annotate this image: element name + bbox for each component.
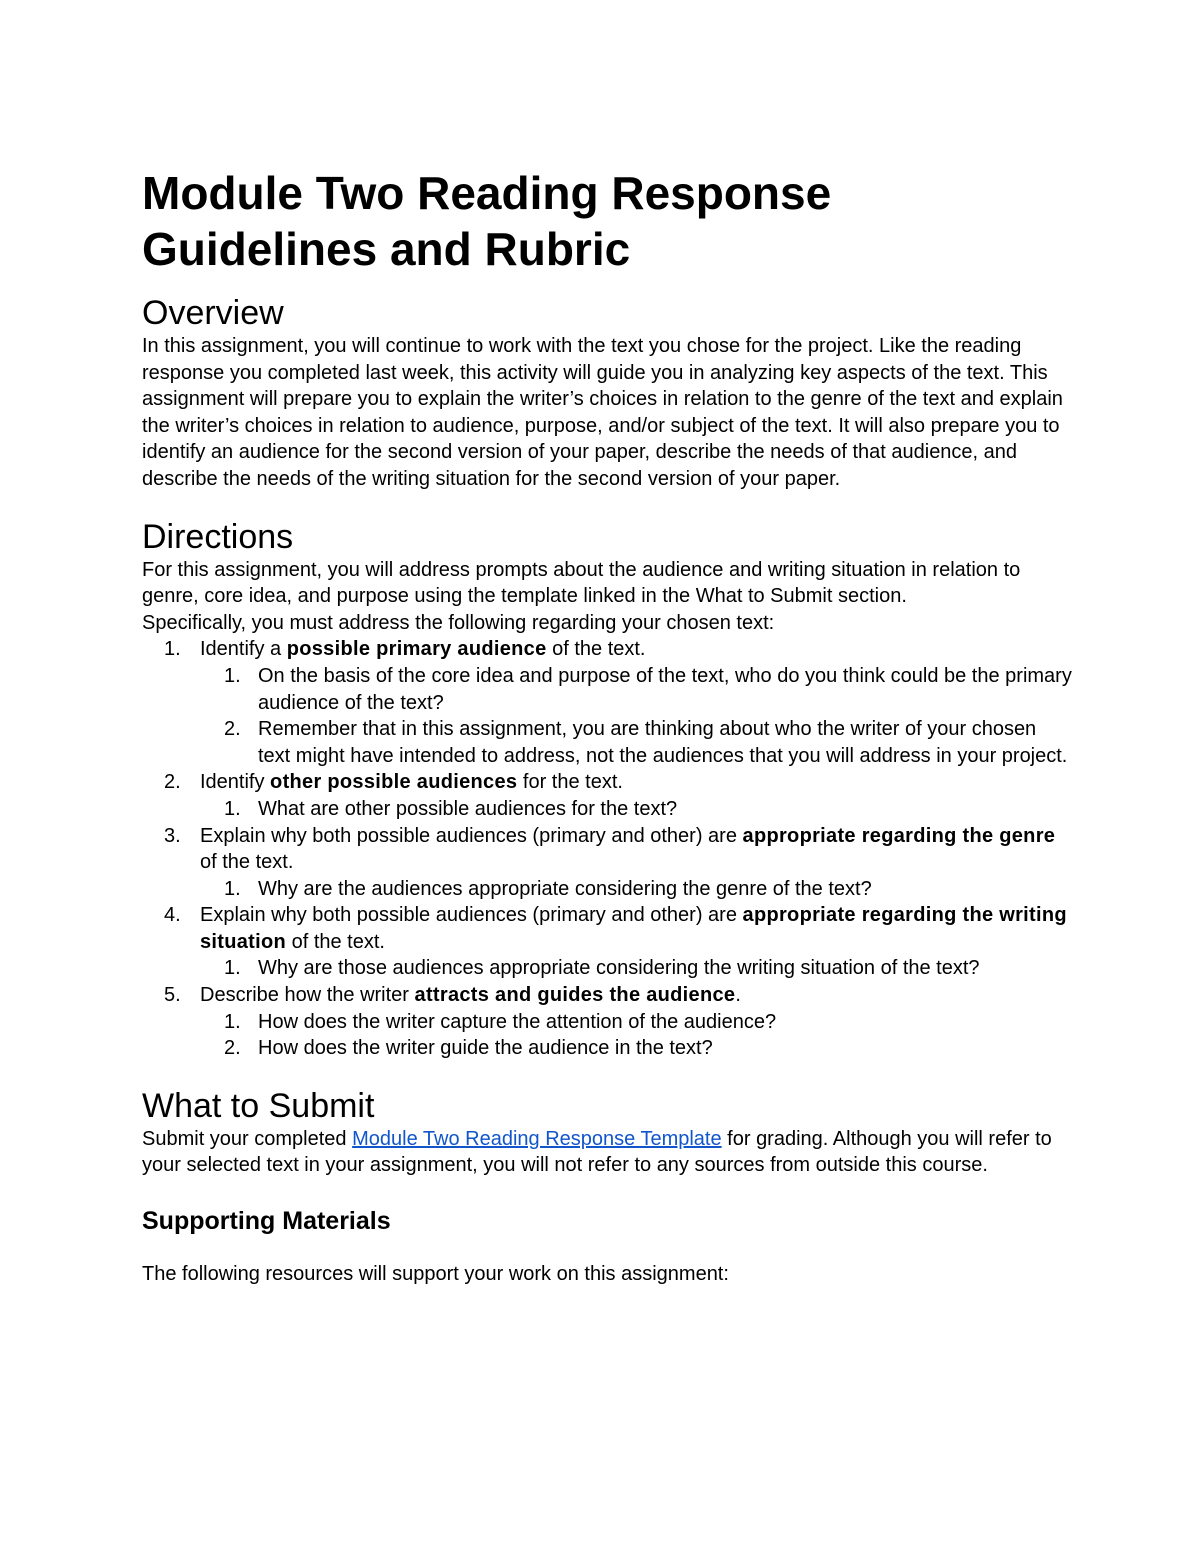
sub-item-text: Why are the audiences appropriate considering the genre of the text? bbox=[258, 877, 872, 900]
template-link[interactable]: Module Two Reading Response Template bbox=[352, 1127, 722, 1150]
title-line-2: Guidelines and Rubric bbox=[142, 223, 631, 275]
supporting-materials-body: The following resources will support your work on this assignment: bbox=[142, 1263, 729, 1286]
sub-item-number: 2. bbox=[224, 718, 241, 741]
item-text: Identify bbox=[200, 771, 271, 794]
sub-list bbox=[200, 955, 1072, 982]
sub-item-text: Why are those audiences appropriate considering the writing situation of the text? bbox=[258, 957, 980, 980]
sub-item-text: On the basis of the core idea and purpose of the text, who do you think could be the primary audience of the text? bbox=[258, 664, 1072, 714]
sub-item bbox=[200, 1009, 1072, 1036]
directions-item bbox=[142, 902, 1072, 982]
item-number: 3. bbox=[164, 824, 181, 847]
item-bold-text: attracts and guides the audience bbox=[414, 984, 736, 1007]
item-number: 2. bbox=[164, 771, 181, 794]
sub-item-number: 1. bbox=[224, 877, 241, 900]
sub-item-number: 1. bbox=[224, 957, 241, 980]
item-text-end: of the text. bbox=[546, 638, 646, 661]
item-text-end: of the text. bbox=[286, 930, 385, 953]
sub-item bbox=[200, 955, 1072, 982]
sub-item-number: 1. bbox=[224, 797, 241, 820]
item-text: Explain why both possible audiences (primary and other) are bbox=[200, 824, 743, 847]
submit-text: Submit your completed bbox=[142, 1127, 353, 1150]
item-bold-text: other possible audiences bbox=[270, 771, 518, 794]
what-to-submit-heading: What to Submit bbox=[142, 1086, 375, 1125]
item-text-end: for the text. bbox=[517, 771, 623, 794]
directions-item bbox=[142, 823, 1072, 903]
title-line-1: Module Two Reading Response bbox=[142, 167, 832, 219]
sub-item bbox=[200, 716, 1072, 769]
item-number: 5. bbox=[164, 984, 181, 1007]
supporting-materials-heading: Supporting Materials bbox=[142, 1207, 391, 1236]
directions-item bbox=[142, 982, 1072, 1062]
item-text-end: of the text. bbox=[200, 851, 294, 874]
item-text: Describe how the writer bbox=[200, 984, 415, 1007]
directions-item bbox=[142, 769, 1072, 822]
item-bold-text: appropriate regarding the writing situation bbox=[200, 904, 1067, 953]
directions-item bbox=[142, 636, 1072, 769]
directions-heading: Directions bbox=[142, 517, 294, 556]
submit-text-end: for grading. Although you will refer to your selected text in your assignment, you will not refer to any sources from outside this course. bbox=[142, 1127, 1052, 1177]
sub-item-number: 2. bbox=[224, 1037, 241, 1060]
sub-list bbox=[200, 663, 1072, 769]
item-bold-text: appropriate regarding the genre bbox=[742, 824, 1056, 847]
sub-list bbox=[200, 796, 1072, 823]
sub-item bbox=[200, 796, 1072, 823]
sub-item bbox=[200, 663, 1072, 716]
item-number: 1. bbox=[164, 638, 181, 661]
sub-item-text: What are other possible audiences for the text? bbox=[258, 797, 678, 820]
item-text-end: . bbox=[735, 984, 741, 1007]
item-number: 4. bbox=[164, 904, 181, 927]
sub-item bbox=[200, 1035, 1072, 1062]
item-text: Explain why both possible audiences (primary and other) are bbox=[200, 904, 743, 927]
directions-intro: For this assignment, you will address prompts about the audience and writing situation in relation to genre, core idea, and purpose using the template linked in the What to Submit section. bbox=[142, 558, 1021, 608]
submit-body bbox=[142, 1126, 1072, 1179]
sub-list bbox=[200, 876, 1072, 903]
item-text: Identify a bbox=[200, 638, 287, 661]
sub-item bbox=[200, 876, 1072, 903]
document-page bbox=[142, 165, 1072, 1288]
overview-heading: Overview bbox=[142, 294, 284, 332]
sub-item-text: Remember that in this assignment, you are thinking about who the writer of your chosen text might have intended to address, not the audiences that you will address in your project. bbox=[258, 718, 1068, 767]
sub-item-text: How does the writer guide the audience in the text? bbox=[258, 1037, 713, 1060]
sub-item-number: 1. bbox=[224, 1010, 241, 1033]
sub-item-number: 1. bbox=[224, 664, 241, 687]
sub-list bbox=[200, 1009, 1072, 1062]
document-title bbox=[142, 165, 1072, 277]
directions-specifically: Specifically, you must address the following regarding your chosen text: bbox=[142, 611, 775, 634]
directions-list bbox=[142, 636, 1072, 1062]
item-bold-text: possible primary audience bbox=[286, 638, 547, 661]
overview-body: In this assignment, you will continue to work with the text you chose for the project. Like the reading response you completed last week, this activity will guide you in analyzing key aspects of the text. This assignment will prepare you to explain the writer’s choices in relation to the genre of the text and explain the writer’s choices in relation to audience, purpose, and/or subject of the text. It will also prepare you to identify an audience for the second version of your paper, describe the needs of that audience, and describe the needs of the writing situation for the second version of your paper. bbox=[142, 335, 1063, 490]
sub-item-text: How does the writer capture the attention of the audience? bbox=[258, 1010, 777, 1033]
